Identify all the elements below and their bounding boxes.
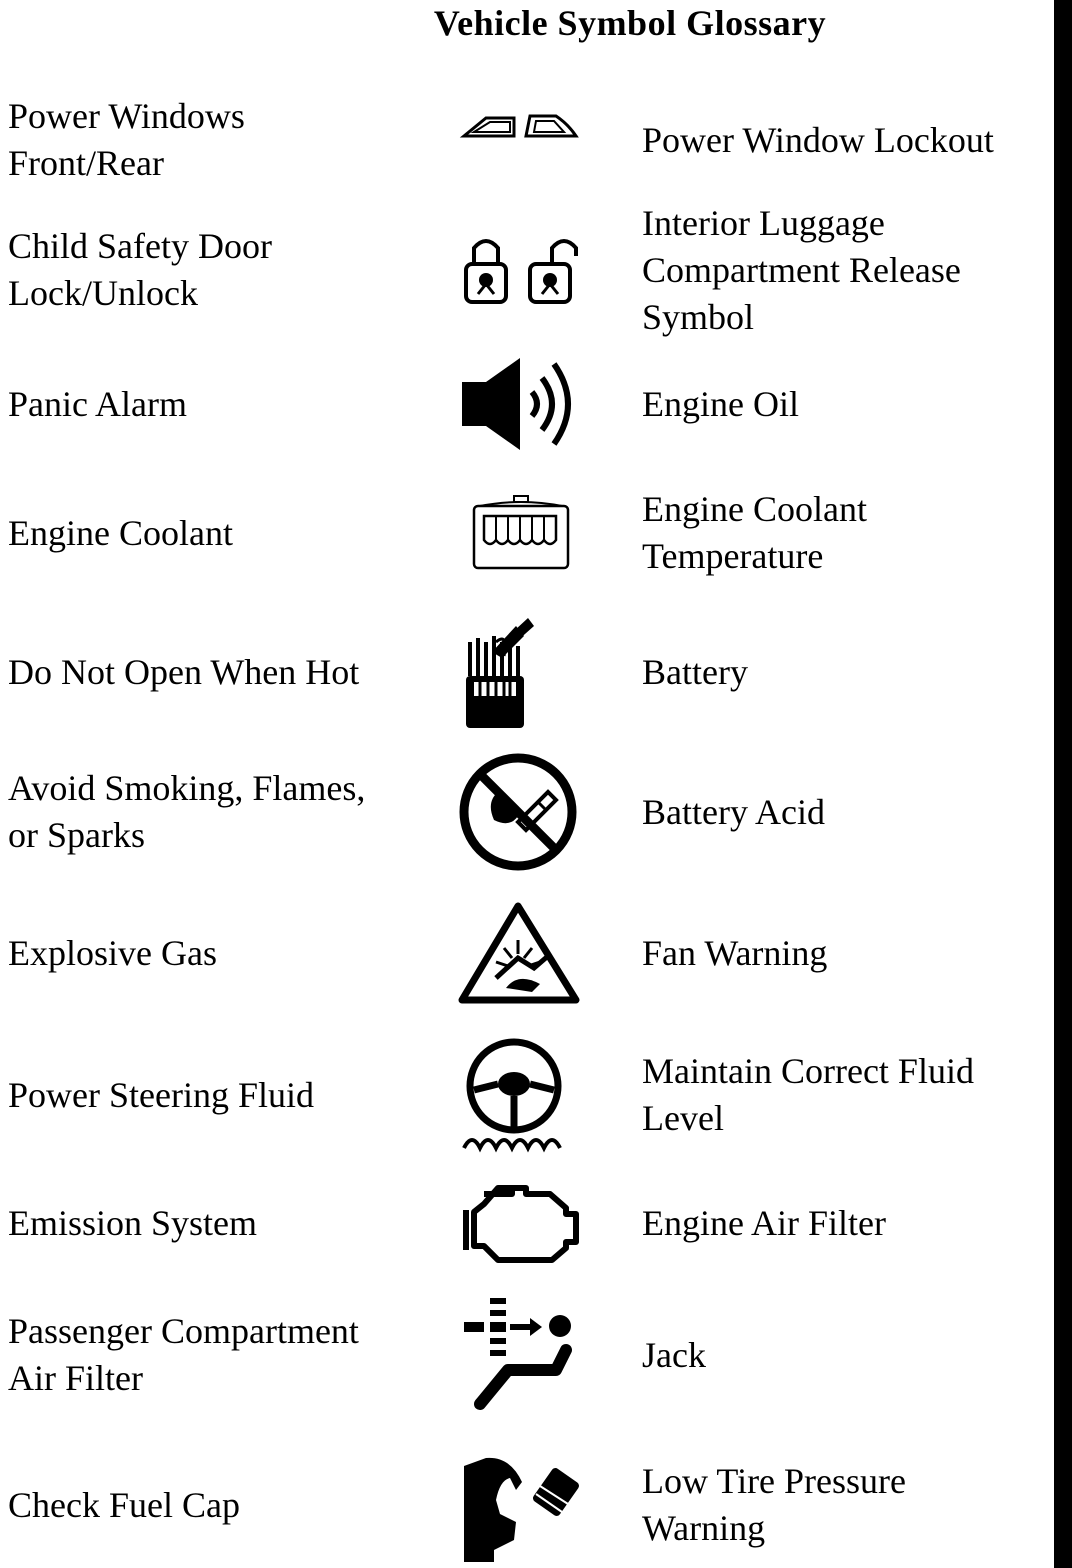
right-label: Jack <box>642 1334 706 1375</box>
left-label: Emission System <box>8 1202 258 1243</box>
explosive-triangle-icon <box>456 898 586 1008</box>
glossary-row <box>0 92 1054 188</box>
steering-wheel-fluid-icon <box>456 1030 586 1160</box>
coolant-reservoir-icon <box>456 486 586 580</box>
left-label: Power Steering Fluid <box>8 1074 314 1115</box>
glossary-row <box>0 200 1054 340</box>
cabin-air-filter-icon <box>456 1290 586 1420</box>
right-label: Engine Air Filter <box>642 1202 886 1243</box>
speaker-alarm-icon <box>456 352 586 456</box>
glossary-row <box>0 1178 1054 1268</box>
right-label: Engine Coolant Temperature <box>642 489 867 576</box>
glossary-row <box>0 352 1054 456</box>
left-label: Power Windows Front/Rear <box>8 96 245 183</box>
left-label: Passenger Compartment Air Filter <box>8 1311 359 1398</box>
left-label: Engine Coolant <box>8 512 233 553</box>
glossary-row <box>0 486 1054 580</box>
no-smoking-icon <box>456 748 586 876</box>
hot-cap-icon <box>456 610 586 734</box>
glossary-row <box>0 610 1054 734</box>
glossary-row <box>0 1030 1054 1160</box>
right-label: Battery Acid <box>642 791 825 832</box>
left-label: Child Safety Door Lock/Unlock <box>8 226 272 313</box>
right-label: Battery <box>642 651 748 692</box>
glossary-row <box>0 748 1054 876</box>
right-label: Engine Oil <box>642 383 799 424</box>
fuel-cap-icon <box>456 1442 586 1568</box>
left-label: Check Fuel Cap <box>8 1484 240 1525</box>
glossary-row <box>0 1290 1054 1420</box>
power-windows-icon <box>456 92 586 152</box>
left-label: Avoid Smoking, Flames, or Sparks <box>8 768 366 855</box>
right-label: Power Window Lockout <box>642 119 994 160</box>
left-label: Panic Alarm <box>8 383 187 424</box>
child-lock-icon <box>456 200 586 340</box>
engine-icon <box>456 1178 586 1268</box>
right-label: Low Tire Pressure Warning <box>642 1461 907 1548</box>
right-label: Interior Luggage Compartment Release Symbol <box>642 202 961 337</box>
right-label: Fan Warning <box>642 932 828 973</box>
left-label: Do Not Open When Hot <box>8 651 360 692</box>
glossary-row <box>0 1442 1054 1568</box>
page-title: Vehicle Symbol Glossary <box>433 3 827 43</box>
right-label: Maintain Correct Fluid Level <box>642 1051 974 1138</box>
glossary-row <box>0 898 1054 1008</box>
right-edge-bar <box>1054 0 1072 1568</box>
left-label: Explosive Gas <box>8 932 217 973</box>
